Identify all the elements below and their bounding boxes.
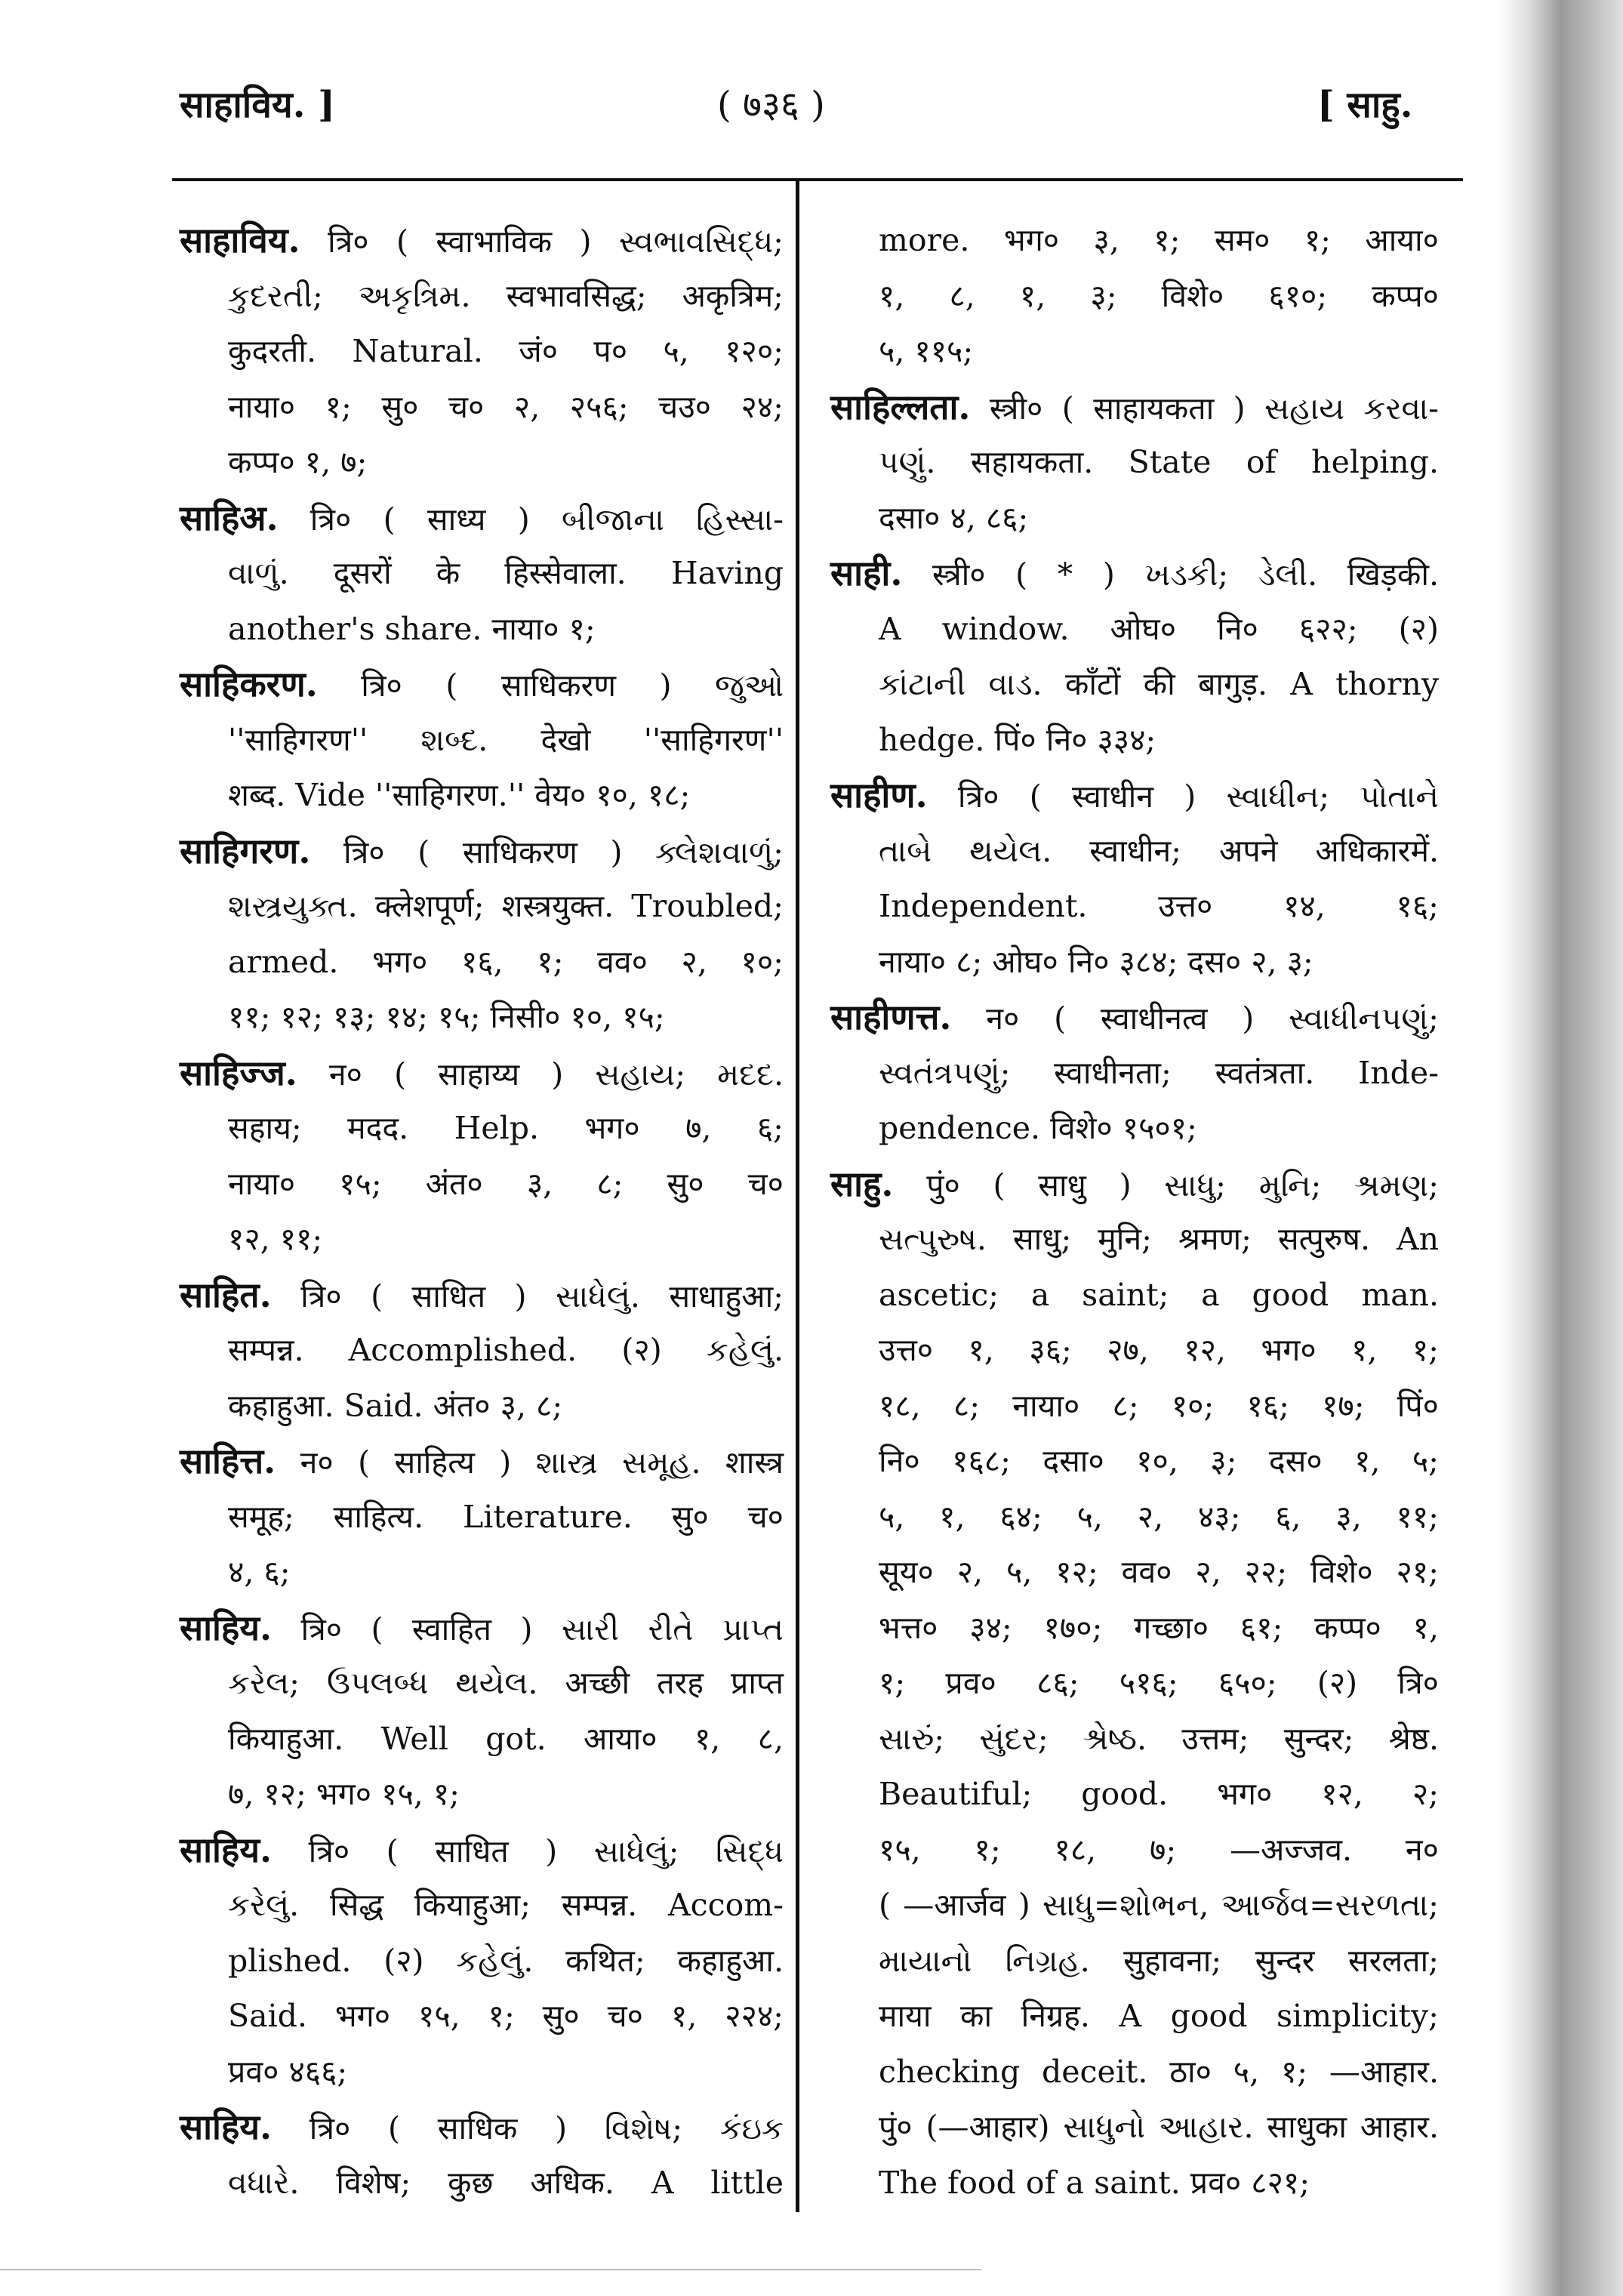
dictionary-entry <box>830 380 1439 547</box>
entry-line <box>830 2100 1439 2156</box>
entry-text: સ્વતંત્રપણું; स्वाधीनता; स्वतंत्रता. Inde- <box>879 1054 1439 1091</box>
entry-text: माया का निग्रह. A good simplicity; <box>879 1998 1439 2034</box>
entry-text: सम्पन्न. Accomplished. (२) કહેલું. <box>228 1332 784 1368</box>
dictionary-entry <box>180 1823 784 2100</box>
entry-text: Beautiful; good. भग० १२, २; <box>879 1776 1439 1812</box>
entry-text: માયાનો નિગ્રહ. सुहावना; सुन्दर सरलता; <box>879 1942 1439 1979</box>
entry-line <box>830 2045 1439 2100</box>
entry-line <box>830 713 1439 769</box>
entry-text: તાબે થયેલ. स्वाधीन; अपने अधिकारमें. <box>879 832 1439 869</box>
entry-line <box>830 213 1439 269</box>
entry-line <box>180 1601 784 1657</box>
entry-text: સત્પુરુષ. साधु; मुनि; श्रमण; सत्पुरुष. An <box>879 1221 1439 1257</box>
entry-line <box>180 1878 784 1934</box>
dictionary-entry <box>830 990 1439 1157</box>
entry-line <box>180 1767 784 1823</box>
entry-line <box>830 1989 1439 2045</box>
running-head-left: साहाविय. ] <box>180 84 335 126</box>
headword: साहिकरण. <box>180 664 318 704</box>
entry-line <box>180 935 784 991</box>
entry-line <box>830 1323 1439 1379</box>
entry-line <box>830 1934 1439 1989</box>
entry-line <box>180 1323 784 1379</box>
entry-line <box>180 1268 784 1324</box>
entry-text: armed. भग० १६, १; वव० २, १०; <box>228 943 784 980</box>
entry-text: दसा० ४, ८६; <box>879 499 1029 536</box>
entry-text: પણું. सहायकता. State of helping. <box>879 444 1439 480</box>
entry-text: सहाय; मदद. Help. भग० ७, ६; <box>228 1110 784 1146</box>
entry-line <box>180 324 784 380</box>
dictionary-entry <box>180 491 784 658</box>
entry-text: पुं० (—आहार) સાધુનો આહાર. साधुका आहार. <box>879 2109 1439 2145</box>
entry-text: स्त्री० ( * ) ખડકી; ડેલી. खिड़की. <box>932 556 1439 593</box>
entry-text: त्रि० ( साधित ) સાધેલું. साधाहुआ; <box>300 1277 784 1314</box>
header-rule <box>172 178 1463 181</box>
entry-text: नाया० १५; अंत० ३, ८; सु० च० <box>228 1165 784 1202</box>
entry-text: न० ( साहाय्य ) સહાય; મદદ. <box>328 1056 784 1093</box>
page-number: ( ७३६ ) <box>717 84 825 126</box>
entry-line <box>180 213 784 269</box>
entry-line <box>180 1101 784 1157</box>
entry-text: उत्त० १, ३६; २७, १२, भग० १, १; <box>879 1332 1439 1368</box>
headword: साही. <box>830 553 903 593</box>
entry-text: કરેલું. सिद्ध कियाहुआ; सम्पन्न. Accom- <box>228 1887 784 1923</box>
headword: साहिल्लता. <box>830 386 971 427</box>
entry-text: स्त्री० ( साहायकता ) સહાય કરવા- <box>989 390 1439 427</box>
entry-text: कियाहुआ. Well got. आया० १, ८, <box>228 1720 784 1757</box>
entry-text: १; प्रव० ८६; ५१६; ६५०; (२) त्रि० <box>879 1665 1439 1701</box>
headword: साहित्त. <box>180 1441 276 1481</box>
entry-text: पुं० ( साधु ) સાધુ; મુનિ; શ્રમણ; <box>926 1166 1439 1203</box>
dictionary-entry <box>830 768 1439 990</box>
entry-text: नाया० ८; ओघ० नि० ३८४; दस० २, ३; <box>879 943 1313 980</box>
entry-text: कहाहुआ. Said. अंत० ३, ८; <box>228 1387 563 1424</box>
entry-line <box>180 1545 784 1601</box>
dictionary-entry <box>180 657 784 824</box>
entry-line <box>830 435 1439 491</box>
entry-line <box>180 1379 784 1435</box>
right-column <box>830 213 1439 2211</box>
entry-line <box>180 879 784 935</box>
entry-text: भत्त० ३४; १७०; गच्छा० ६१; कप्प० १, <box>879 1609 1439 1646</box>
dictionary-entry <box>180 1434 784 1601</box>
entry-line <box>180 380 784 436</box>
entry-line <box>830 1046 1439 1102</box>
entry-line <box>180 546 784 602</box>
entry-line <box>180 2156 784 2211</box>
entry-line <box>180 1046 784 1102</box>
entry-line <box>830 1545 1439 1601</box>
entry-line <box>830 380 1439 436</box>
entry-text: त्रि० ( साधिकरण ) જુઓ <box>361 667 784 704</box>
headword: साहाविय. <box>180 220 300 260</box>
left-column <box>180 213 784 2211</box>
entry-line <box>180 1434 784 1490</box>
entry-line <box>180 1656 784 1712</box>
entry-text: more. भग० ३, १; सम० १; आया० <box>879 222 1439 258</box>
entry-text: hedge. पिं० नि० ३३४; <box>879 721 1156 758</box>
entry-line <box>830 1767 1439 1823</box>
entry-line <box>830 491 1439 547</box>
entry-text: વાળું. दूसरों के हिस्सेवाला. Having <box>228 555 784 591</box>
headword: साहिय. <box>180 2106 273 2147</box>
scan-page-edge <box>1498 0 1623 2296</box>
entry-text: ''साहिगरण'' શબ્દ. देखो ''साहिगरण'' <box>228 721 784 758</box>
entry-line <box>180 657 784 713</box>
bottom-edge <box>0 2269 981 2270</box>
entry-line <box>830 1157 1439 1213</box>
entry-line <box>180 1934 784 1989</box>
entry-line <box>830 990 1439 1046</box>
entry-text: १५, १; १८, ७; —अज्जव. न० <box>879 1831 1439 1868</box>
entry-line <box>830 768 1439 824</box>
entry-text: pendence. विशे० १५०१; <box>879 1110 1197 1146</box>
entry-line <box>830 269 1439 325</box>
entry-text: १२, ११; <box>228 1221 323 1257</box>
entry-text: त्रि० ( स्वाधीन ) સ્વાધીન; પોતાને <box>957 778 1439 815</box>
entry-line <box>180 1157 784 1213</box>
dictionary-entry <box>180 1601 784 1823</box>
entry-text: The food of a saint. प्रव० ८२१; <box>879 2164 1310 2201</box>
entry-text: न० ( स्वाधीनत्व ) સ્વાધીનપણું; <box>986 1000 1439 1037</box>
entry-line <box>830 2156 1439 2211</box>
entry-text: त्रि० ( स्वाभाविक ) સ્વભાવસિદ્ધ; <box>327 223 784 260</box>
entry-text: ११; १२; १३; १४; १५; निसी० १०, १५; <box>228 999 665 1035</box>
entry-text: समूह; साहित्य. Literature. सु० च० <box>228 1498 784 1535</box>
entry-line <box>830 1379 1439 1435</box>
entry-line <box>830 1878 1439 1934</box>
headword: साहिगरण. <box>180 830 311 871</box>
entry-line <box>180 1490 784 1546</box>
column-divider <box>796 181 799 2212</box>
entry-text: नि० १६८; दसा० १०, ३; दस० १, ५; <box>879 1443 1439 1479</box>
headword: साहिय. <box>180 1607 273 1648</box>
headword: साहिय. <box>180 1829 273 1870</box>
entry-line <box>830 1712 1439 1767</box>
entry-text: त्रि० ( स्वाहित ) સારી રીતે પ્રાપ્ત <box>300 1610 784 1647</box>
entry-text: ascetic; a saint; a good man. <box>879 1276 1439 1313</box>
entry-text: શસ્ત્રયુક્ત. क्लेशपूर्ण; शस्त्रयुक्त. Troubled; <box>228 888 784 924</box>
entry-line <box>830 824 1439 880</box>
running-head-right: [ साहु. <box>1317 84 1413 126</box>
entry-line <box>180 713 784 769</box>
entry-line <box>180 1212 784 1268</box>
entry-line <box>180 824 784 880</box>
dictionary-entry <box>180 1046 784 1268</box>
entry-text: checking deceit. ठा० ५, १; —आहार. <box>879 2053 1439 2090</box>
entry-line <box>830 324 1439 380</box>
entry-line <box>830 657 1439 713</box>
entry-line <box>180 435 784 491</box>
entry-line <box>180 2100 784 2156</box>
entry-line <box>830 1434 1439 1490</box>
entry-text: ( —आर्जव ) સાધુ=શોભન, આર્જવ=સરળતા; <box>879 1887 1439 1923</box>
dictionary-entry <box>830 213 1439 380</box>
entry-text: plished. (२) કહેલું. कथित; कहाहुआ. <box>228 1942 784 1979</box>
entry-text: नाया० १; सु० च० २, २५६; चउ० २४; <box>228 388 784 425</box>
dictionary-entry <box>180 213 784 491</box>
entry-line <box>180 1823 784 1878</box>
entry-text: Independent. उत्त० १४, १६; <box>879 888 1439 924</box>
entry-text: कुदरती. Natural. जं० प० ५, १२०; <box>228 333 784 369</box>
entry-text: another's share. नाया० १; <box>228 610 596 647</box>
entry-text: प्रव० ४६६; <box>228 2053 348 2090</box>
entry-text: न० ( साहित्य ) શાસ્ત્ર સમૂહ. शास्त्र <box>300 1444 784 1481</box>
entry-line <box>830 1212 1439 1268</box>
dictionary-entry <box>180 824 784 1046</box>
entry-line <box>830 935 1439 991</box>
entry-line <box>830 1101 1439 1157</box>
entry-line <box>180 1712 784 1767</box>
headword: साहीणत्त. <box>830 997 952 1037</box>
dictionary-entry <box>180 2100 784 2211</box>
entry-text: ५, ११५; <box>879 333 974 369</box>
headword: साहित. <box>180 1274 272 1315</box>
entry-text: કુદરતી; અકૃત્રિમ. स्वभावसिद्ध; अकृत्रिम; <box>228 277 784 314</box>
entry-line <box>830 546 1439 602</box>
entry-text: કરેલ; ઉપલબ્ધ થયેલ. अच्छी तरह प्राप्त <box>228 1665 784 1701</box>
entry-line <box>830 602 1439 658</box>
entry-line <box>180 491 784 547</box>
headword: साहीण. <box>830 775 928 815</box>
entry-text: शब्द. Vide ''साहिगरण.'' वेय० १०, १८; <box>228 777 691 813</box>
entry-text: १८, ८; नाया० ८; १०; १६; १७; पिं० <box>879 1387 1439 1424</box>
entry-text: સારું; સુંદર; શ્રેષ્ઠ. उत्तम; सुन्दर; श्रेष्ठ. <box>879 1720 1439 1757</box>
entry-line <box>830 1268 1439 1324</box>
entry-text: કાંટાની વાડ. काँटों की बागुड़. A thorny <box>879 666 1439 702</box>
entry-line <box>180 1989 784 2045</box>
entry-text: १, ८, १, ३; विशे० ६१०; कप्प० <box>879 277 1439 314</box>
entry-text: Said. भग० १५, १; सु० च० १, २२४; <box>228 1998 784 2034</box>
entry-line <box>830 1656 1439 1712</box>
entry-line <box>180 768 784 824</box>
entry-text: વધારે. विशेष; कुछ अधिक. A little <box>228 2164 784 2201</box>
entry-line <box>180 2045 784 2100</box>
entry-line <box>830 1823 1439 1878</box>
entry-text: ७, १२; भग० १५, १; <box>228 1776 460 1812</box>
entry-line <box>180 602 784 658</box>
entry-line <box>830 1490 1439 1546</box>
dictionary-entry <box>830 546 1439 768</box>
entry-text: A window. ओघ० नि० ६२२; (२) <box>879 610 1439 647</box>
headword: साहिअ. <box>180 497 279 538</box>
entry-text: ४, ६; <box>228 1554 291 1590</box>
entry-text: त्रि० ( साधिक ) વિશેષ; કંઇક <box>309 2110 784 2147</box>
entry-line <box>180 269 784 325</box>
headword: साहु. <box>830 1163 894 1204</box>
entry-text: त्रि० ( साधिकरण ) ક્લેશવાળું; <box>343 834 784 871</box>
entry-line <box>180 990 784 1046</box>
headword: साहिज्ज. <box>180 1052 297 1093</box>
entry-text: कप्प० १, ७; <box>228 444 368 480</box>
entry-line <box>830 879 1439 935</box>
entry-line <box>830 1601 1439 1657</box>
entry-text: त्रि० ( साधित ) સાધેલું; સિદ્ધ <box>308 1832 784 1869</box>
entry-text: ५, १, ६४; ५, २, ४३; ६, ३, ११; <box>879 1498 1439 1535</box>
dictionary-entry <box>830 1157 1439 2211</box>
dictionary-entry <box>180 1268 784 1435</box>
entry-text: सूय० २, ५, १२; वव० २, २२; विशे० २१; <box>879 1554 1439 1590</box>
entry-text: त्रि० ( साध्य ) બીજાના હિસ્સા- <box>310 501 784 538</box>
